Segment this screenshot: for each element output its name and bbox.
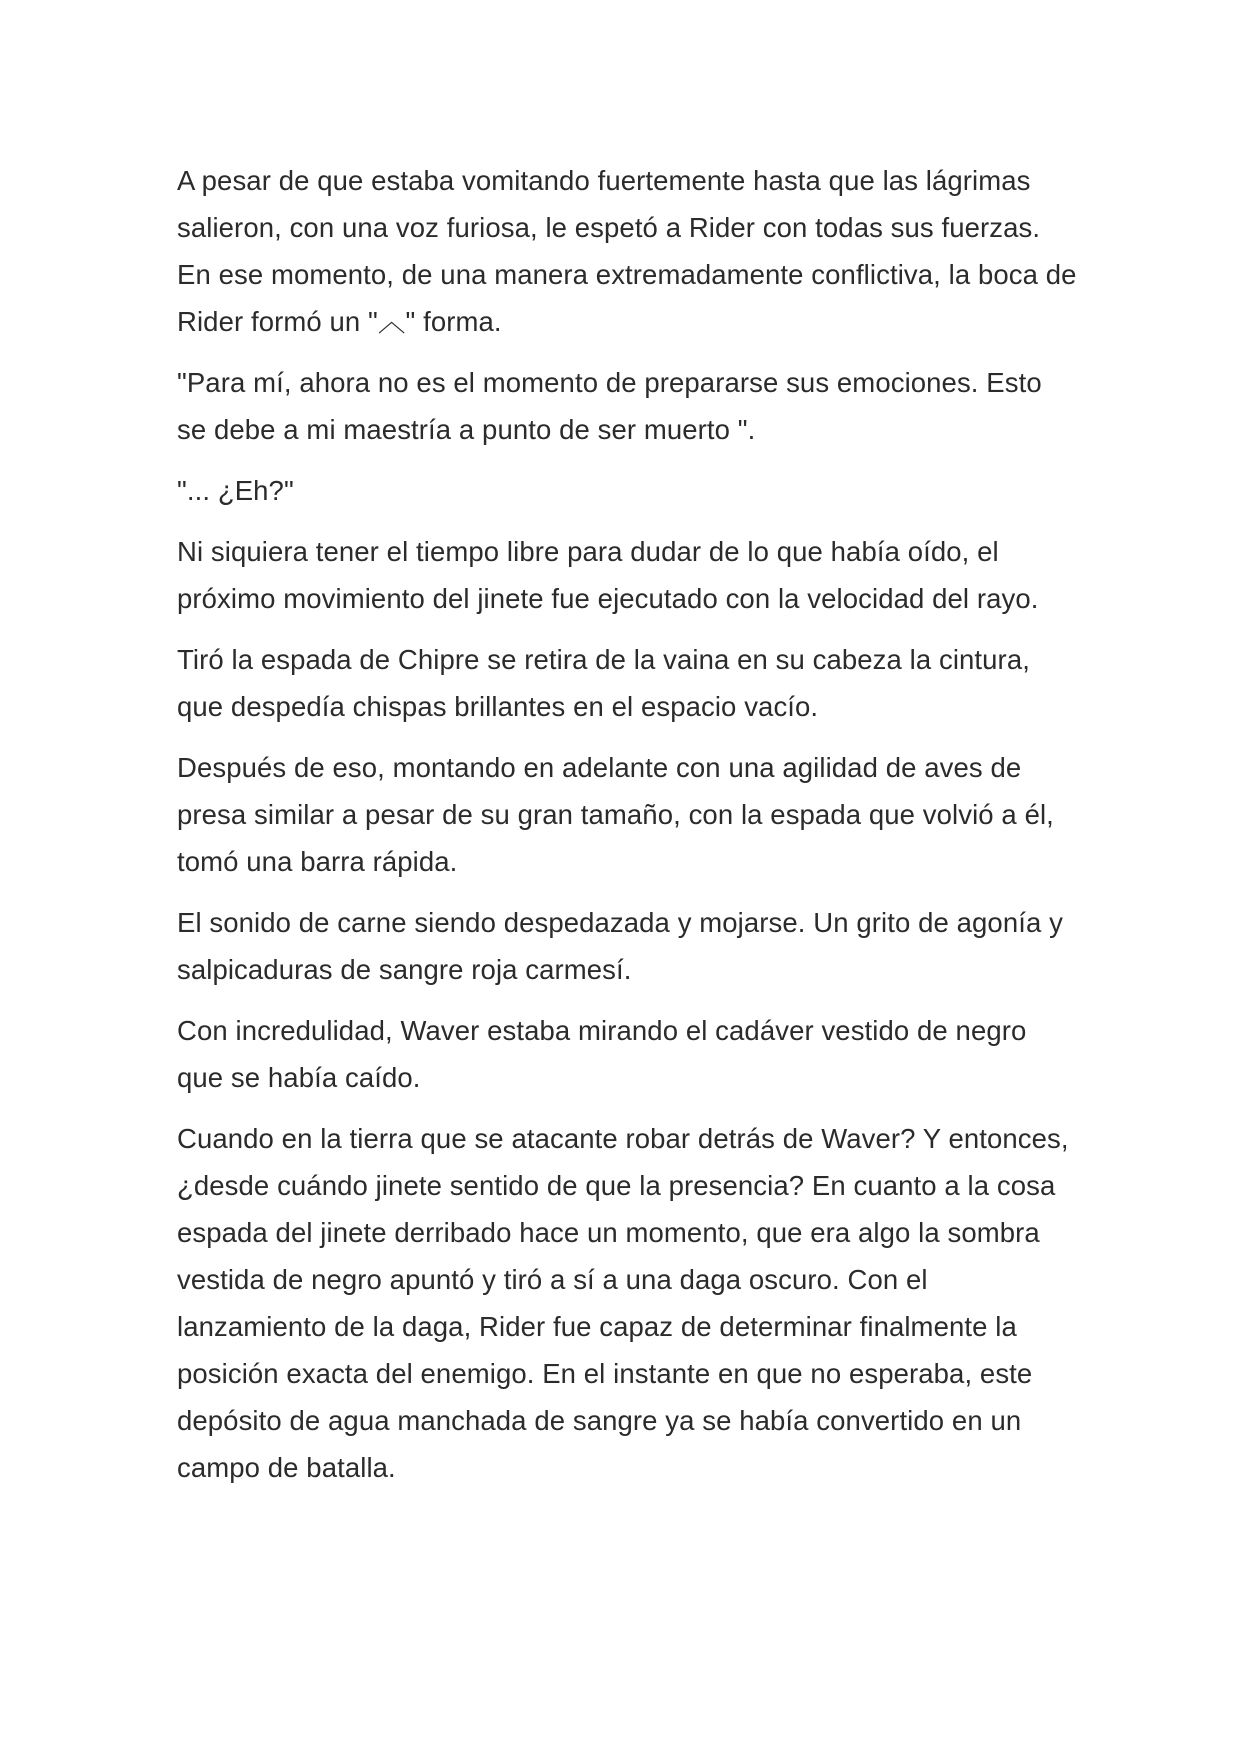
- paragraph: Después de eso, montando en adelante con una agilidad de aves de presa similar a pesar de su gran tamaño, con la espada que volvió a él, tomó una barra rápida.: [177, 752, 1054, 877]
- document-page: [177, 157, 1077, 1505]
- paragraph: El sonido de carne siendo despedazada y mojarse. Un grito de agonía y salpicaduras de sangre roja carmesí.: [177, 907, 1063, 985]
- paragraph: Tiró la espada de Chipre se retira de la vaina en su cabeza la cintura, que despedía chispas brillantes en el espacio vacío.: [177, 644, 1030, 722]
- paragraph: A pesar de que estaba vomitando fuertemente hasta que las lágrimas salieron, con una voz furiosa, le espetó a Rider con todas sus fuerzas. En ese momento, de una manera extremadamente conflictiva, la boca de Rider formó un "︿" forma.: [177, 165, 1077, 337]
- paragraph: "Para mí, ahora no es el momento de prepararse sus emociones. Esto se debe a mi maestría a punto de ser muerto ".: [177, 367, 1042, 445]
- paragraph: Con incredulidad, Waver estaba mirando el cadáver vestido de negro que se había caído.: [177, 1015, 1027, 1093]
- paragraph: "... ¿Eh?": [177, 475, 294, 506]
- paragraph: Ni siquiera tener el tiempo libre para dudar de lo que había oído, el próximo movimiento del jinete fue ejecutado con la velocidad del rayo.: [177, 536, 1039, 614]
- paragraph: Cuando en la tierra que se atacante robar detrás de Waver? Y entonces, ¿desde cuándo jinete sentido de que la presencia? En cuanto a la cosa espada del jinete derribado hace un momento, que era algo la sombra vestida de negro apuntó y tiró a sí a una daga oscuro. Con el lanzamiento de la daga, Rider fue capaz de determinar finalmente la posición exacta del enemigo. En el instante en que no esperaba, este depósito de agua manchada de sangre ya se había convertido en un campo de batalla.: [177, 1123, 1069, 1483]
